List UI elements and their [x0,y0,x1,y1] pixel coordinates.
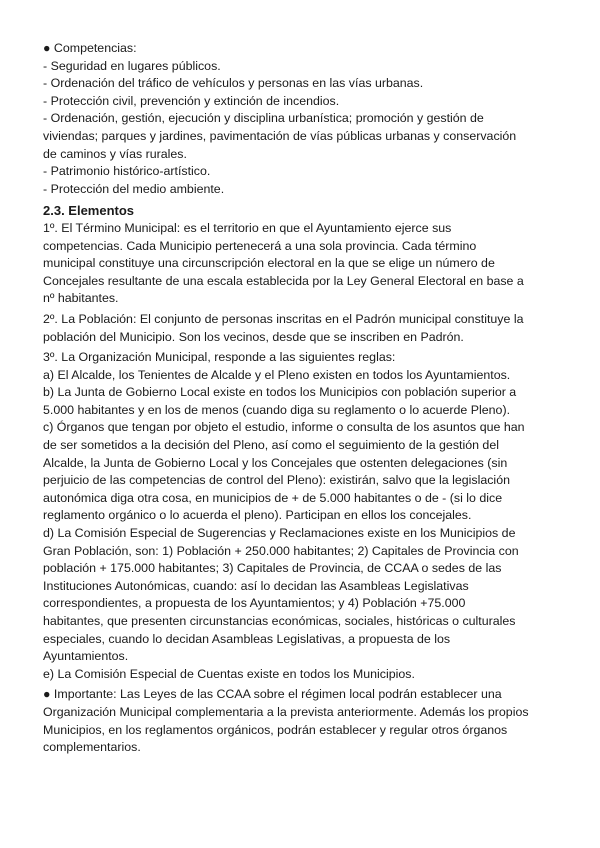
text-line: de ser sometidos a la decisión del Pleno, así como el seguimiento de la gestión del [43,438,499,453]
text-line: población + 175.000 habitantes; 3) Capitales de Provincia, de CCAA o sedes de las [43,561,502,576]
termino-paragraph [43,220,563,308]
text-line: Organización Municipal complementaria a la prevista anteriormente. Además los propios [43,704,529,719]
text-line: - Patrimonio histórico-artístico. [43,164,211,179]
text-line: Instituciones Autonómicas, cuando: así lo decidan las Asambleas Legislativas [43,578,469,593]
text-line: correspondientes, a propuesta de los Ayuntamientos; y 4) Población +75.000 [43,596,466,611]
text-line: e) La Comisión Especial de Cuentas existe en todos los Municipios. [43,666,415,681]
text-line: 5.000 habitantes y en los de menos (cuando diga su reglamento o lo acuerde Pleno). [43,402,511,417]
text-line: de caminos y vías rurales. [43,146,187,161]
text-line: b) La Junta de Gobierno Local existe en todos los Municipios con población superior a [43,385,517,400]
text-line: competencias. Cada Municipio pertenecerá a una sola provincia. Cada término [43,238,477,253]
text-line: nº habitantes. [43,291,119,306]
poblacion-paragraph [43,311,563,346]
text-line: especiales, cuando lo decidan Asambleas Legislativas, a propuesta de los [43,631,451,646]
text-line: c) Órganos que tengan por objeto el estudio, informe o consulta de los asuntos que han [43,420,525,435]
text-line: Municipios, en los reglamentos orgánicos, podrán establecer y regular otros órganos [43,722,508,737]
text-line: autonómica diga otra cosa, en municipios de + de 5.000 habitantes o de - (si lo dice [43,490,503,505]
document-page [43,40,563,757]
text-line: viviendas; parques y jardines, pavimentación de vías públicas urbanas y conservación [43,128,517,143]
text-line: municipal constituye una circunscripción electoral en la que se elige un número de [43,256,495,271]
text-line: d) La Comisión Especial de Sugerencias y Reclamaciones existe en los Municipios de [43,526,516,541]
text-line: 2º. La Población: El conjunto de personas inscritas en el Padrón municipal constituye la [43,311,524,326]
text-line: Gran Población, son: 1) Población + 250.000 habitantes; 2) Capitales de Provincia con [43,543,519,558]
text-line: Ayuntamientos. [43,649,129,664]
text-line: ● Importante: Las Leyes de las CCAA sobre el régimen local podrán establecer una [43,687,502,702]
organizacion-paragraph [43,349,563,683]
text-line: - Ordenación del tráfico de vehículos y personas en las vías urbanas. [43,76,424,91]
competencias-list [43,40,563,198]
text-line: - Protección civil, prevención y extinción de incendios. [43,93,340,108]
text-line: ● Competencias: [43,41,137,55]
text-line: Alcalde, la Junta de Gobierno Local y los Concejales que ostenten delegaciones (sin [43,455,508,470]
section-heading: 2.3. Elementos [43,203,135,219]
text-line: 1º. El Término Municipal: es el territorio en que el Ayuntamiento ejerce sus [43,220,452,235]
text-line: Concejales resultante de una escala establecida por la Ley General Electoral en base a [43,273,524,288]
text-line: - Protección del medio ambiente. [43,181,225,196]
text-line: reglamento orgánico o lo acuerda el pleno). Participan en ellos los concejales. [43,508,472,523]
text-line: a) El Alcalde, los Tenientes de Alcalde y el Pleno existen en todos los Ayuntamientos. [43,367,511,382]
text-line: complementarios. [43,740,141,755]
importante-paragraph [43,686,563,756]
text-line: - Seguridad en lugares públicos. [43,58,221,73]
text-line: población del Municipio. Son los vecinos, desde que se inscriben en Padrón. [43,329,464,344]
text-line: perjuicio de las competencias de control del Pleno): existirán, salvo que la legislación [43,473,510,488]
text-line: - Ordenación, gestión, ejecución y disciplina urbanística; promoción y gestión de [43,111,484,126]
text-line: 3º. La Organización Municipal, responde a las siguientes reglas: [43,350,396,365]
text-line: habitantes, que presenten circunstancias económicas, sociales, históricas o culturales [43,614,516,628]
